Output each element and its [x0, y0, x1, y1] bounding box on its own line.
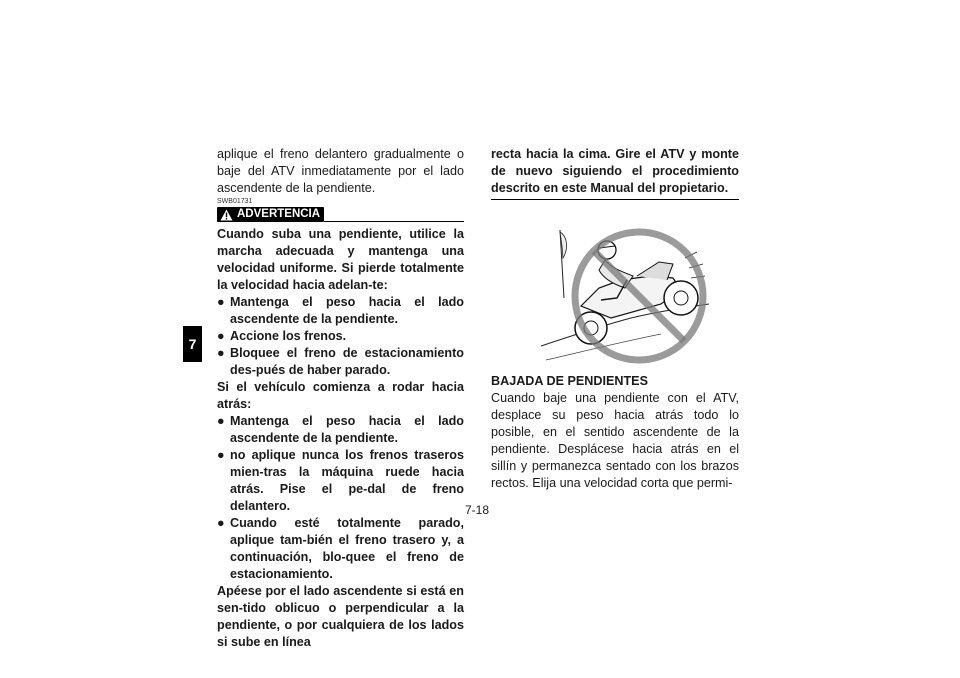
bullet-icon: ●: [217, 516, 225, 530]
bullet-icon: ●: [217, 414, 225, 428]
continued-paragraph: recta hacia la cima. Gire el ATV y monte de nuevo siguiendo el procedimiento descrito en este Manual del propietario.: [491, 147, 739, 195]
bullet-icon: ●: [217, 295, 225, 309]
warning-header: [217, 207, 464, 222]
warning-badge: [217, 207, 324, 222]
page-number: 7-18: [465, 503, 490, 517]
list-item: ● Mantenga el peso hacia el lado ascendente de la pendiente.: [217, 414, 464, 445]
rolling-back-paragraph: Si el vehículo comienza a rodar hacia atrás:: [217, 380, 464, 411]
list-item: ● Cuando esté totalmente parado, aplique tam-bién el freno trasero y, a continuación, blo-quee el freno de estacionamiento.: [217, 516, 464, 581]
reference-code: SWB01731: [217, 198, 253, 205]
list-item: ● no aplique nunca los frenos traseros mien-tras la máquina ruede hacia atrás. Pise el pe-dal de freno delantero.: [217, 448, 464, 513]
closing-paragraph: Apéese por el lado ascendente si está en sen-tido oblicuo o perpendicular a la pendiente, o por cualquiera de los lados si sube en línea: [217, 584, 464, 649]
warning-triangle-icon: [220, 209, 233, 221]
bullet-icon: ●: [217, 329, 225, 343]
intro-paragraph: aplique el freno delantero gradualmente o baje del ATV inmediatamente por el lado ascendente de la pendiente.: [217, 147, 464, 195]
warning-paragraph: Cuando suba una pendiente, utilice la marcha adecuada y mantenga una velocidad uniforme. Si pierde totalmente la velocidad hacia adelan-te:: [217, 227, 464, 292]
list-item: ● Mantenga el peso hacia el lado ascendente de la pendiente.: [217, 295, 464, 326]
list-item: ● Bloquee el freno de estacionamiento des-pués de haber parado.: [217, 346, 464, 377]
warning-end-rule: [491, 199, 739, 200]
bullet-list-2: [217, 413, 464, 583]
warning-rule: [324, 221, 464, 222]
bullet-icon: ●: [217, 346, 225, 360]
atv-uphill-prohibited-illustration: [541, 218, 709, 368]
bullet-icon: ●: [217, 448, 225, 462]
section-heading: BAJADA DE PENDIENTES: [491, 374, 648, 388]
section-paragraph: Cuando baje una pendiente con el ATV, desplace su peso hacia atrás todo lo posible, en el sentido ascendente de la pendiente. Desplácese hacia atrás en el sillín y permanezca sentado con los brazos rectos. Elija una velocidad corta que permi-: [491, 391, 739, 490]
list-item: ● Accione los frenos.: [217, 329, 347, 343]
left-column: [217, 146, 464, 651]
bullet-list-1: [217, 294, 464, 379]
warning-label: ADVERTENCIA: [237, 208, 321, 220]
chapter-tab: 7: [183, 326, 202, 362]
right-column: [491, 146, 739, 492]
